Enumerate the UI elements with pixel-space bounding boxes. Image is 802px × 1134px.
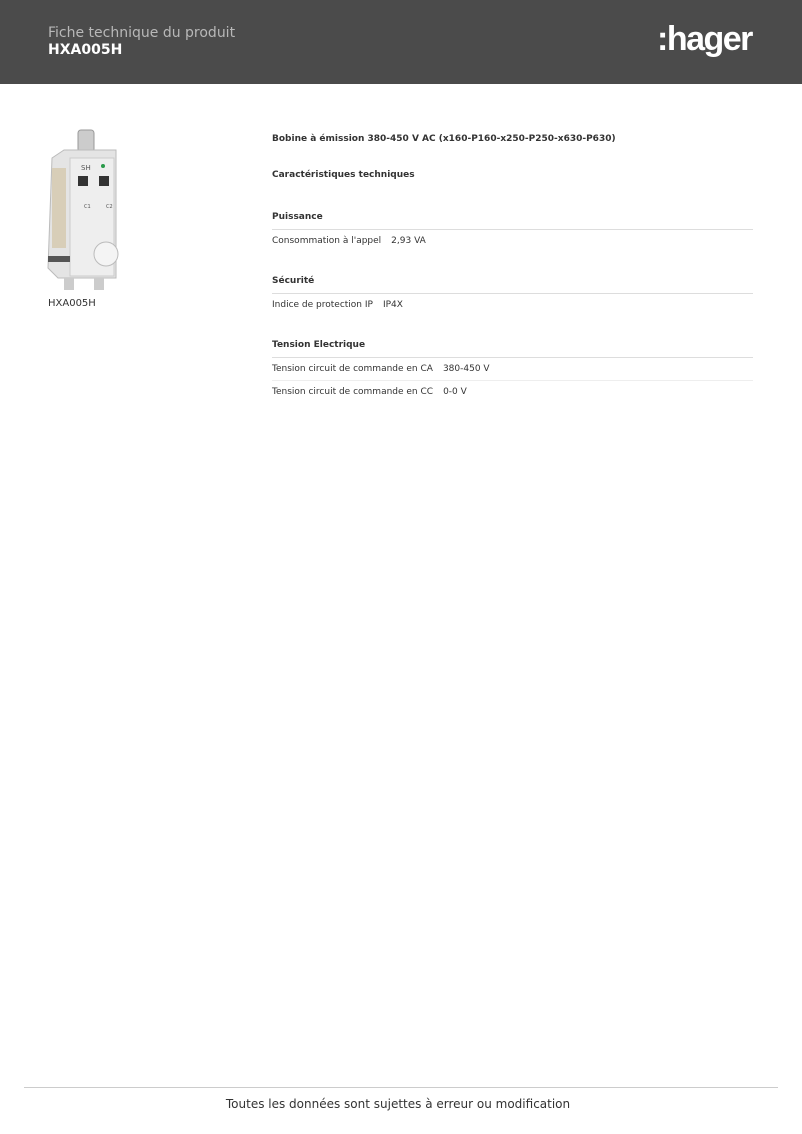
spec-row (272, 230, 753, 252)
spec-value: 380-450 V (442, 364, 490, 374)
svg-text:C1: C1 (84, 204, 91, 210)
spec-section (272, 134, 753, 403)
spec-value: IP4X (382, 300, 403, 310)
spec-row (272, 358, 753, 381)
spec-group-puissance (272, 212, 753, 252)
spec-label: Consommation à l'appel (272, 236, 382, 246)
hager-logo: :hager (657, 20, 752, 58)
spec-row (272, 381, 753, 403)
product-code: HXA005H (48, 42, 123, 58)
document-type: Fiche technique du produit (48, 25, 236, 41)
footer-divider (24, 1087, 778, 1088)
spec-label: Indice de protection IP (272, 300, 373, 310)
svg-text:SH: SH (81, 164, 91, 172)
svg-text:C2: C2 (106, 204, 113, 210)
spec-value: 0-0 V (443, 387, 467, 397)
page-header (0, 0, 802, 84)
spec-label: Tension circuit de commande en CA (272, 364, 433, 374)
product-title: Bobine à émission 380-450 V AC (x160-P160-x250-P250-x630-P630) (272, 134, 616, 144)
spec-label: Tension circuit de commande en CC (272, 387, 434, 397)
group-heading: Sécurité (272, 276, 753, 294)
group-heading: Puissance (272, 212, 753, 230)
spec-group-securite (272, 276, 753, 316)
group-heading: Tension Electrique (272, 340, 753, 358)
spec-row (272, 294, 753, 316)
spec-value: 2,93 VA (391, 236, 426, 246)
footer-disclaimer: Toutes les données sont sujettes à erreur ou modification (225, 1097, 571, 1111)
section-heading: Caractéristiques techniques (272, 170, 415, 180)
image-caption: HXA005H (48, 298, 96, 309)
product-image (44, 128, 122, 294)
spec-group-tension (272, 340, 753, 403)
